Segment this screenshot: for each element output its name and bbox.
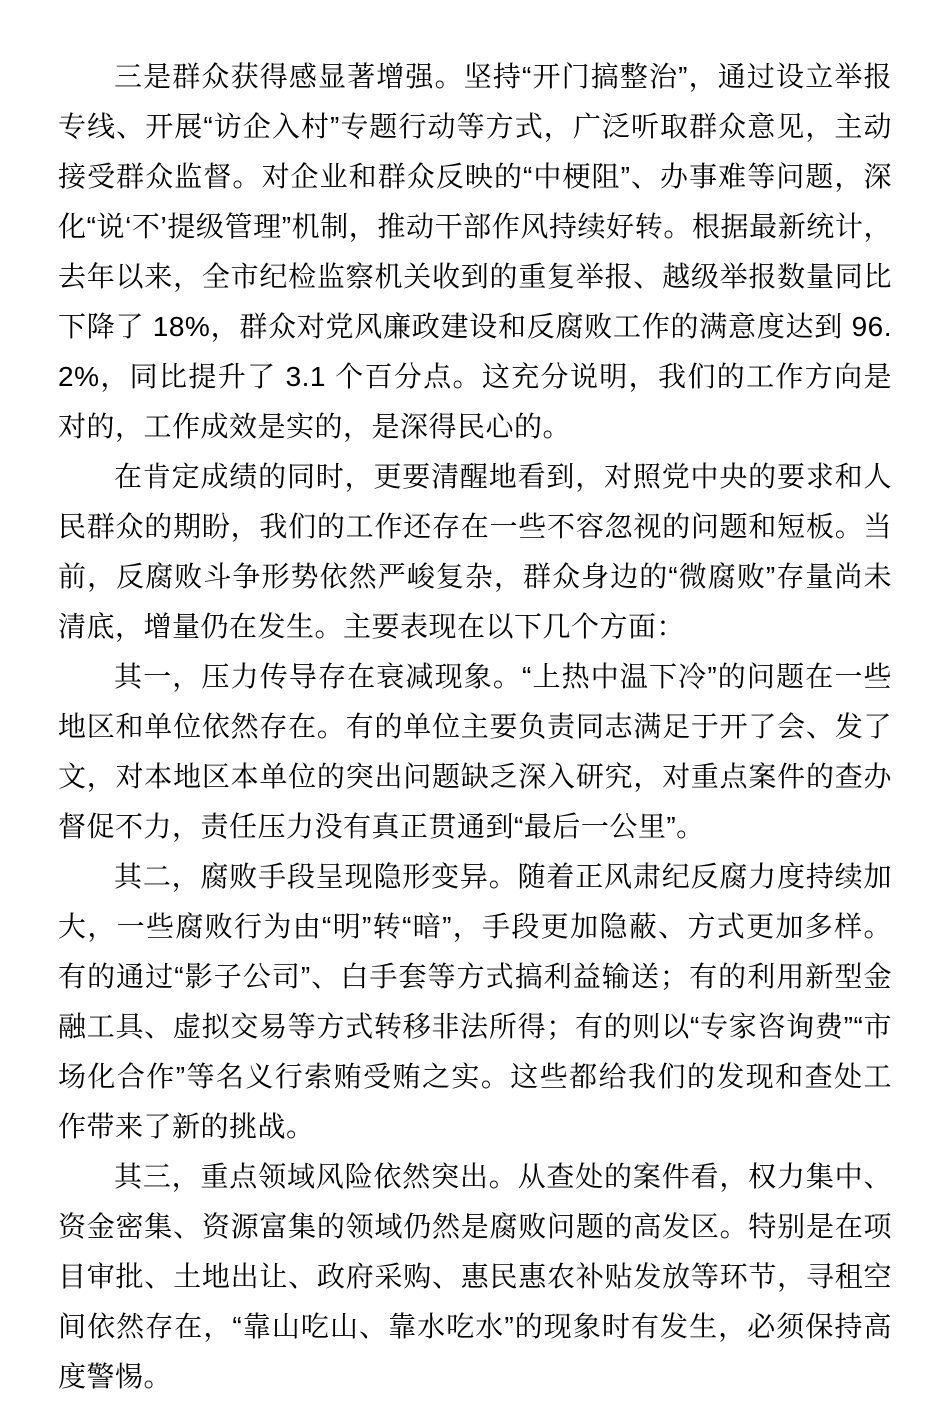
paragraph-problems-intro: 在肯定成绩的同时，更要清醒地看到，对照党中央的要求和人民群众的期盼，我们的工作还存在一些不容忽视的问题和短板。当前，反腐败斗争形势依然严峻复杂，群众身边的“微腐败”存量尚未清底，增量仍在发生。主要表现在以下几个方面： (58, 461, 892, 642)
paragraph-issue-two-hidden-corruption: 其二，腐败手段呈现隐形变异。随着正风肃纪反腐力度持续加大，一些腐败行为由“明”转“暗”，手段更加隐蔽、方式更加多样。有的通过“影子公司”、白手套等方式搞利益输送；有的利用新型金融工具、虚拟交易等方式转移非法所得；有的则以“专家咨询费”“市场化合作”等名义行索贿受贿之实。这些都给我们的发现和查处工作带来了新的挑战。 (58, 861, 892, 1142)
paragraph-issue-three-key-area-risks: 其三，重点领域风险依然突出。从查处的案件看，权力集中、资金密集、资源富集的领域仍然是腐败问题的高发区。特别是在项目审批、土地出让、政府采购、惠民惠农补贴发放等环节，寻租空间依然存在，“靠山吃山、靠水吃水”的现象时有发生，必须保持高度警惕。 (58, 1161, 892, 1392)
document-body (58, 52, 892, 1402)
paragraph-issue-one-pressure-decay: 其一，压力传导存在衰减现象。“上热中温下冷”的问题在一些地区和单位依然存在。有的单位主要负责同志满足于开了会、发了文，对本地区本单位的突出问题缺乏深入研究，对重点案件的查办督促不力，责任压力没有真正贯通到“最后一公里”。 (58, 661, 892, 842)
paragraph-achievements-summary: 三是群众获得感显著增强。坚持“开门搞整治”，通过设立举报专线、开展“访企入村”专题行动等方式，广泛听取群众意见，主动接受群众监督。对企业和群众反映的“中梗阻”、办事难等问题，深化“说‘不’提级管理”机制，推动干部作风持续好转。根据最新统计，去年以来，全市纪检监察机关收到的重复举报、越级举报数量同比下降了 18%，群众对党风廉政建设和反腐败工作的满意度达到 96.2%，同比提升了 3.1 个百分点。这充分说明，我们的工作方向是对的，工作成效是实的，是深得民心的。 (58, 61, 892, 442)
